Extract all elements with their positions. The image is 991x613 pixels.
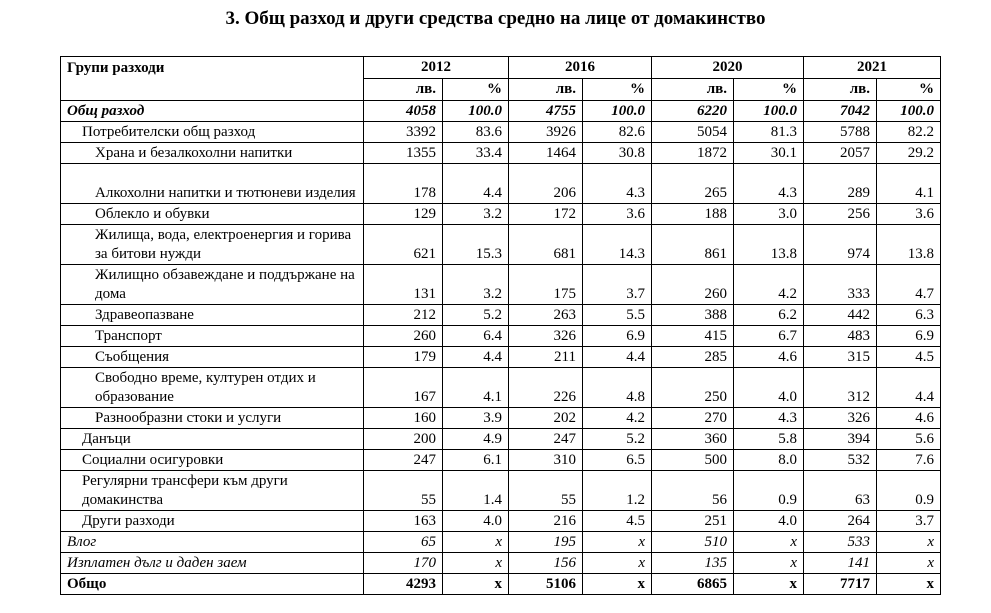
value-pct: 4.3 xyxy=(734,164,804,204)
table-body xyxy=(61,57,941,595)
value-lv: 5106 xyxy=(509,574,583,595)
value-lv: 483 xyxy=(804,326,877,347)
value-lv: 264 xyxy=(804,511,877,532)
value-lv: 533 xyxy=(804,532,877,553)
year-header: 2020 xyxy=(652,57,804,79)
unit-lv-header: лв. xyxy=(652,79,734,101)
row-label: Общо xyxy=(61,574,364,595)
value-pct: 4.7 xyxy=(877,265,941,305)
value-pct: 1.4 xyxy=(443,471,509,511)
value-pct: 3.2 xyxy=(443,265,509,305)
value-pct: 4.8 xyxy=(583,368,652,408)
value-pct: 30.1 xyxy=(734,143,804,164)
value-pct: 4.9 xyxy=(443,429,509,450)
value-pct: 4.2 xyxy=(583,408,652,429)
value-lv: 160 xyxy=(364,408,443,429)
unit-lv-header: лв. xyxy=(364,79,443,101)
value-pct: 4.5 xyxy=(877,347,941,368)
value-lv: 260 xyxy=(364,326,443,347)
value-pct: 3.7 xyxy=(583,265,652,305)
unit-pct-header: % xyxy=(583,79,652,101)
value-lv: 4058 xyxy=(364,101,443,122)
row-label: Разнообразни стоки и услуги xyxy=(61,408,364,429)
value-pct: 13.8 xyxy=(734,225,804,265)
value-pct: 3.7 xyxy=(877,511,941,532)
value-lv: 681 xyxy=(509,225,583,265)
value-pct: 7.6 xyxy=(877,450,941,471)
value-pct: 100.0 xyxy=(443,101,509,122)
table-row xyxy=(61,408,941,429)
value-pct: 3.6 xyxy=(583,204,652,225)
value-pct: 82.2 xyxy=(877,122,941,143)
value-pct: 6.1 xyxy=(443,450,509,471)
table-row xyxy=(61,143,941,164)
value-pct: 4.3 xyxy=(583,164,652,204)
value-lv: 247 xyxy=(364,450,443,471)
value-lv: 861 xyxy=(652,225,734,265)
value-lv: 1464 xyxy=(509,143,583,164)
row-label: Общ разход xyxy=(61,101,364,122)
row-label: Здравеопазване xyxy=(61,305,364,326)
value-pct: x xyxy=(583,532,652,553)
value-pct: 6.9 xyxy=(583,326,652,347)
value-pct: 4.0 xyxy=(734,511,804,532)
value-lv: 974 xyxy=(804,225,877,265)
value-pct: x xyxy=(443,553,509,574)
row-label: Влог xyxy=(61,532,364,553)
unit-pct-header: % xyxy=(734,79,804,101)
value-pct: 100.0 xyxy=(877,101,941,122)
row-label: Жилищно обзавеждане и поддържане на дома xyxy=(61,265,364,305)
table-row xyxy=(61,265,941,305)
table-row xyxy=(61,101,941,122)
value-lv: 131 xyxy=(364,265,443,305)
value-pct: 33.4 xyxy=(443,143,509,164)
value-lv: 163 xyxy=(364,511,443,532)
value-lv: 310 xyxy=(509,450,583,471)
value-pct: 3.6 xyxy=(877,204,941,225)
value-lv: 170 xyxy=(364,553,443,574)
value-lv: 333 xyxy=(804,265,877,305)
value-lv: 55 xyxy=(364,471,443,511)
value-lv: 265 xyxy=(652,164,734,204)
value-pct: 4.2 xyxy=(734,265,804,305)
value-pct: 30.8 xyxy=(583,143,652,164)
table-row xyxy=(61,204,941,225)
value-pct: 83.6 xyxy=(443,122,509,143)
value-lv: 289 xyxy=(804,164,877,204)
value-pct: 14.3 xyxy=(583,225,652,265)
value-pct: 15.3 xyxy=(443,225,509,265)
row-label: Съобщения xyxy=(61,347,364,368)
value-pct: 6.9 xyxy=(877,326,941,347)
value-lv: 251 xyxy=(652,511,734,532)
value-lv: 179 xyxy=(364,347,443,368)
row-label: Храна и безалкохолни напитки xyxy=(61,143,364,164)
value-pct: x xyxy=(877,553,941,574)
expenditure-table xyxy=(60,56,941,595)
header-row-years xyxy=(61,57,941,79)
table-row xyxy=(61,450,941,471)
value-lv: 256 xyxy=(804,204,877,225)
value-lv: 394 xyxy=(804,429,877,450)
table-row xyxy=(61,511,941,532)
value-pct: 82.6 xyxy=(583,122,652,143)
value-pct: 6.7 xyxy=(734,326,804,347)
row-label: Потребителски общ разход xyxy=(61,122,364,143)
value-pct: 5.2 xyxy=(443,305,509,326)
value-pct: 4.1 xyxy=(443,368,509,408)
value-pct: 100.0 xyxy=(734,101,804,122)
value-lv: 2057 xyxy=(804,143,877,164)
value-pct: 6.4 xyxy=(443,326,509,347)
value-lv: 211 xyxy=(509,347,583,368)
value-lv: 216 xyxy=(509,511,583,532)
value-lv: 3392 xyxy=(364,122,443,143)
value-lv: 7042 xyxy=(804,101,877,122)
value-lv: 212 xyxy=(364,305,443,326)
value-lv: 200 xyxy=(364,429,443,450)
value-pct: 5.6 xyxy=(877,429,941,450)
unit-pct-header: % xyxy=(443,79,509,101)
row-label: Жилища, вода, електроенергия и горива за битови нужди xyxy=(61,225,364,265)
table-row xyxy=(61,553,941,574)
value-lv: 188 xyxy=(652,204,734,225)
value-pct: 4.5 xyxy=(583,511,652,532)
value-lv: 7717 xyxy=(804,574,877,595)
value-pct: x xyxy=(443,574,509,595)
value-pct: 5.8 xyxy=(734,429,804,450)
value-pct: x xyxy=(877,532,941,553)
value-lv: 206 xyxy=(509,164,583,204)
row-label: Други разходи xyxy=(61,511,364,532)
value-pct: x xyxy=(583,574,652,595)
unit-pct-header: % xyxy=(877,79,941,101)
table-row xyxy=(61,471,941,511)
row-label: Данъци xyxy=(61,429,364,450)
year-header: 2021 xyxy=(804,57,941,79)
value-lv: 388 xyxy=(652,305,734,326)
value-lv: 135 xyxy=(652,553,734,574)
value-pct: 3.0 xyxy=(734,204,804,225)
table-row xyxy=(61,305,941,326)
value-lv: 360 xyxy=(652,429,734,450)
value-lv: 263 xyxy=(509,305,583,326)
value-pct: 8.0 xyxy=(734,450,804,471)
unit-lv-header: лв. xyxy=(804,79,877,101)
value-lv: 312 xyxy=(804,368,877,408)
value-lv: 3926 xyxy=(509,122,583,143)
value-lv: 141 xyxy=(804,553,877,574)
value-lv: 532 xyxy=(804,450,877,471)
year-header: 2012 xyxy=(364,57,509,79)
value-pct: 4.0 xyxy=(734,368,804,408)
value-lv: 156 xyxy=(509,553,583,574)
table-row xyxy=(61,368,941,408)
value-lv: 442 xyxy=(804,305,877,326)
value-lv: 1355 xyxy=(364,143,443,164)
row-label: Облекло и обувки xyxy=(61,204,364,225)
value-lv: 195 xyxy=(509,532,583,553)
value-lv: 56 xyxy=(652,471,734,511)
value-pct: 3.2 xyxy=(443,204,509,225)
value-pct: 0.9 xyxy=(734,471,804,511)
value-lv: 260 xyxy=(652,265,734,305)
value-pct: x xyxy=(443,532,509,553)
row-label: Транспорт xyxy=(61,326,364,347)
value-lv: 65 xyxy=(364,532,443,553)
value-lv: 167 xyxy=(364,368,443,408)
unit-lv-header: лв. xyxy=(509,79,583,101)
row-label: Изплатен дълг и даден заем xyxy=(61,553,364,574)
table-row xyxy=(61,574,941,595)
value-lv: 415 xyxy=(652,326,734,347)
value-pct: 29.2 xyxy=(877,143,941,164)
value-lv: 6220 xyxy=(652,101,734,122)
value-pct: 4.4 xyxy=(443,347,509,368)
value-pct: 100.0 xyxy=(583,101,652,122)
value-lv: 621 xyxy=(364,225,443,265)
table-row xyxy=(61,347,941,368)
value-lv: 129 xyxy=(364,204,443,225)
row-label: Социални осигуровки xyxy=(61,450,364,471)
value-lv: 285 xyxy=(652,347,734,368)
value-lv: 250 xyxy=(652,368,734,408)
table-row xyxy=(61,326,941,347)
value-lv: 326 xyxy=(804,408,877,429)
value-pct: 13.8 xyxy=(877,225,941,265)
value-lv: 175 xyxy=(509,265,583,305)
value-pct: 4.4 xyxy=(443,164,509,204)
value-pct: 4.4 xyxy=(583,347,652,368)
value-pct: 6.3 xyxy=(877,305,941,326)
value-lv: 500 xyxy=(652,450,734,471)
value-lv: 4293 xyxy=(364,574,443,595)
value-lv: 178 xyxy=(364,164,443,204)
value-pct: 4.1 xyxy=(877,164,941,204)
table-row xyxy=(61,122,941,143)
table-row xyxy=(61,225,941,265)
value-pct: x xyxy=(734,574,804,595)
value-lv: 55 xyxy=(509,471,583,511)
year-header: 2016 xyxy=(509,57,652,79)
value-lv: 270 xyxy=(652,408,734,429)
value-lv: 1872 xyxy=(652,143,734,164)
value-pct: 6.2 xyxy=(734,305,804,326)
value-pct: 0.9 xyxy=(877,471,941,511)
value-pct: 4.6 xyxy=(734,347,804,368)
value-pct: 3.9 xyxy=(443,408,509,429)
value-lv: 172 xyxy=(509,204,583,225)
value-pct: 4.0 xyxy=(443,511,509,532)
value-pct: 5.2 xyxy=(583,429,652,450)
value-lv: 247 xyxy=(509,429,583,450)
value-lv: 63 xyxy=(804,471,877,511)
table-row xyxy=(61,164,941,204)
value-lv: 226 xyxy=(509,368,583,408)
value-pct: 4.6 xyxy=(877,408,941,429)
value-pct: 81.3 xyxy=(734,122,804,143)
page-title: 3. Общ разход и други средства средно на лице от домакинство xyxy=(225,8,766,29)
row-label: Свободно време, културен отдих и образование xyxy=(61,368,364,408)
value-pct: x xyxy=(877,574,941,595)
value-lv: 6865 xyxy=(652,574,734,595)
value-pct: x xyxy=(583,553,652,574)
value-pct: x xyxy=(734,532,804,553)
value-pct: x xyxy=(734,553,804,574)
row-label: Алкохолни напитки и тютюневи изделия xyxy=(61,164,364,204)
row-label: Регулярни трансфери към други домакинства xyxy=(61,471,364,511)
value-pct: 4.3 xyxy=(734,408,804,429)
value-lv: 4755 xyxy=(509,101,583,122)
value-lv: 5788 xyxy=(804,122,877,143)
value-lv: 5054 xyxy=(652,122,734,143)
value-lv: 326 xyxy=(509,326,583,347)
table-row xyxy=(61,532,941,553)
value-lv: 315 xyxy=(804,347,877,368)
value-lv: 202 xyxy=(509,408,583,429)
group-header: Групи разходи xyxy=(61,57,364,101)
table-row xyxy=(61,429,941,450)
value-pct: 5.5 xyxy=(583,305,652,326)
value-pct: 4.4 xyxy=(877,368,941,408)
value-lv: 510 xyxy=(652,532,734,553)
value-pct: 1.2 xyxy=(583,471,652,511)
value-pct: 6.5 xyxy=(583,450,652,471)
